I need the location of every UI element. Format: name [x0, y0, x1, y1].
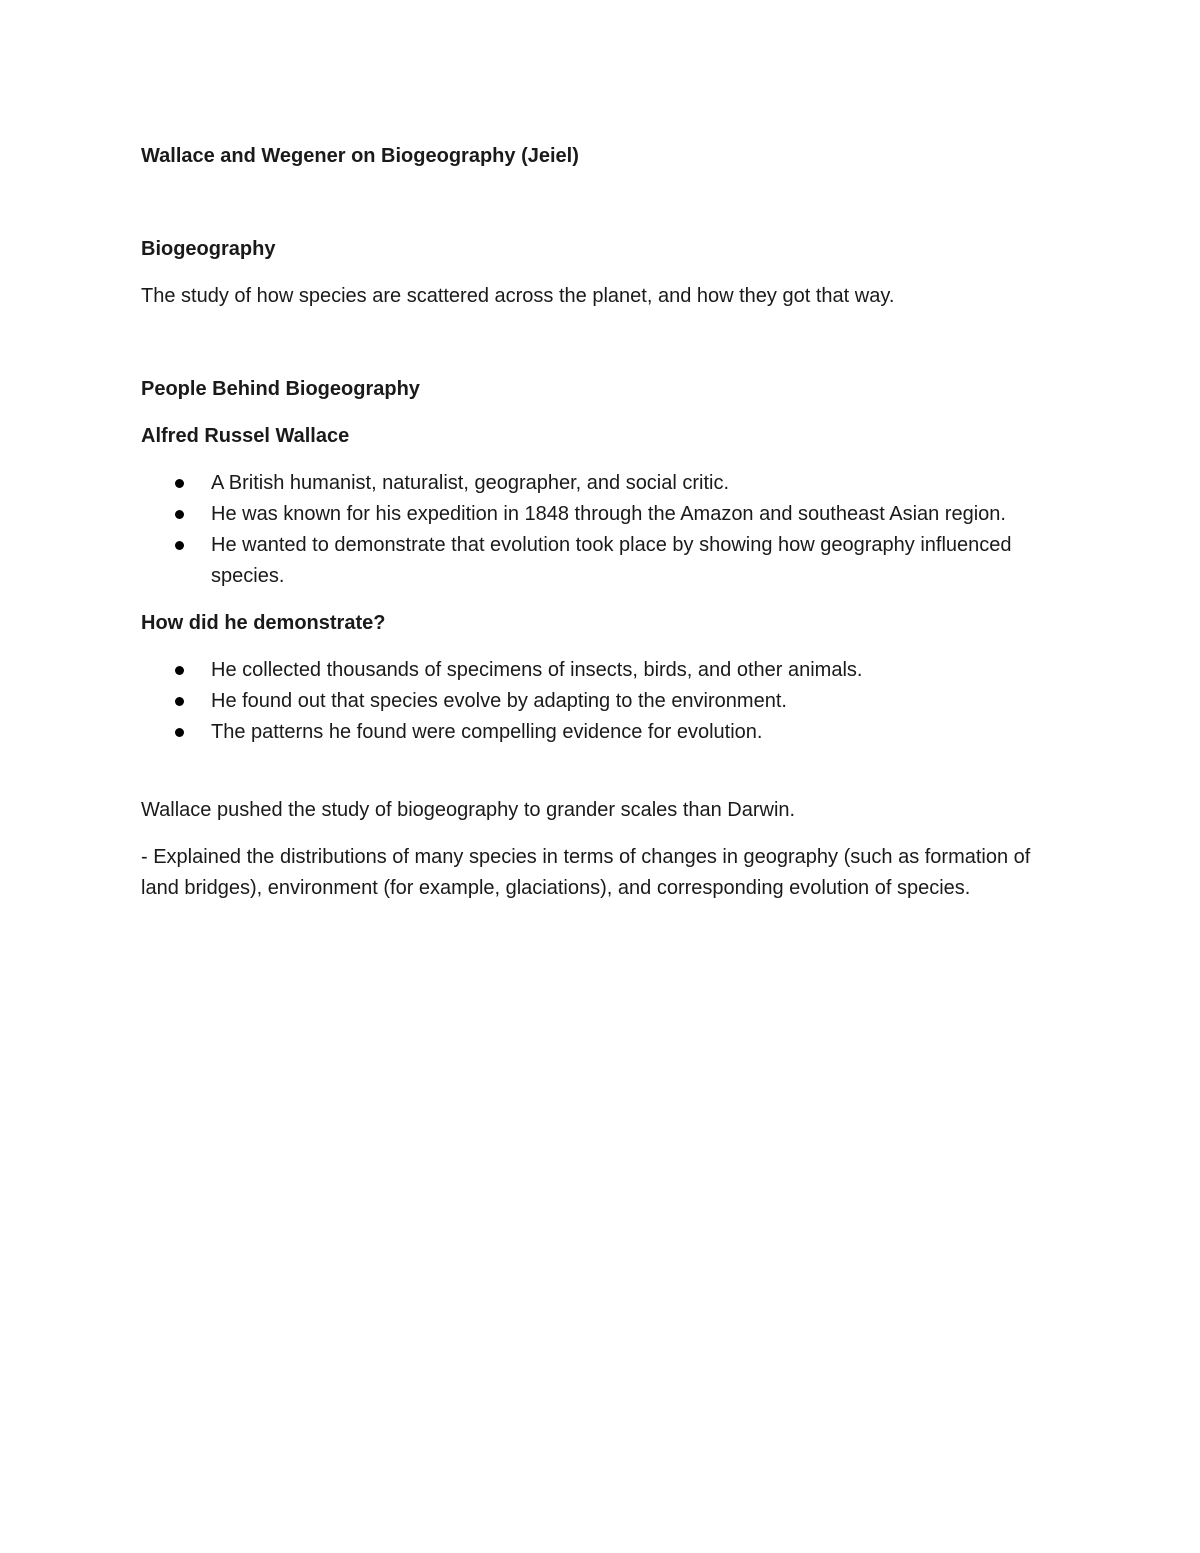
- list-item-text: He was known for his expedition in 1848 through the Amazon and southeast Asian region.: [211, 503, 1006, 525]
- list-item: [141, 686, 1061, 717]
- demonstrate-heading: How did he demonstrate?: [141, 612, 386, 634]
- wallace-bullet-list: [141, 468, 1061, 592]
- list-item: [141, 499, 1061, 530]
- list-item-text: He collected thousands of specimens of insects, birds, and other animals.: [211, 659, 863, 681]
- wallace-heading: Alfred Russel Wallace: [141, 425, 350, 447]
- bullet-icon: [175, 479, 184, 488]
- bullet-icon: [175, 666, 184, 675]
- list-item-text: A British humanist, naturalist, geographer, and social critic.: [211, 472, 730, 494]
- demonstrate-bullet-list: [141, 655, 1061, 748]
- bullet-icon: [175, 510, 184, 519]
- list-item: [141, 468, 1061, 499]
- list-item-text: The patterns he found were compelling evidence for evolution.: [211, 721, 763, 743]
- list-item: [141, 655, 1061, 686]
- bullet-icon: [175, 728, 184, 737]
- biogeography-definition: The study of how species are scattered across the planet, and how they got that way.: [141, 285, 895, 307]
- list-item: [141, 530, 1061, 592]
- list-item-text: He wanted to demonstrate that evolution took place by showing how geography influenced species.: [211, 534, 1012, 587]
- explanation-paragraph: - Explained the distributions of many species in terms of changes in geography (such as formation of land bridges), environment (for example, glaciations), and corresponding evolution of species.: [141, 846, 1031, 899]
- list-item-text: He found out that species evolve by adapting to the environment.: [211, 690, 787, 712]
- document-title: Wallace and Wegener on Biogeography (Jeiel): [141, 145, 579, 167]
- document-body: [141, 141, 1061, 904]
- closing-paragraph: Wallace pushed the study of biogeography to grander scales than Darwin.: [141, 799, 796, 821]
- list-item: [141, 717, 1061, 748]
- bullet-icon: [175, 541, 184, 550]
- people-heading: People Behind Biogeography: [141, 378, 420, 400]
- biogeography-heading: Biogeography: [141, 238, 276, 260]
- bullet-icon: [175, 697, 184, 706]
